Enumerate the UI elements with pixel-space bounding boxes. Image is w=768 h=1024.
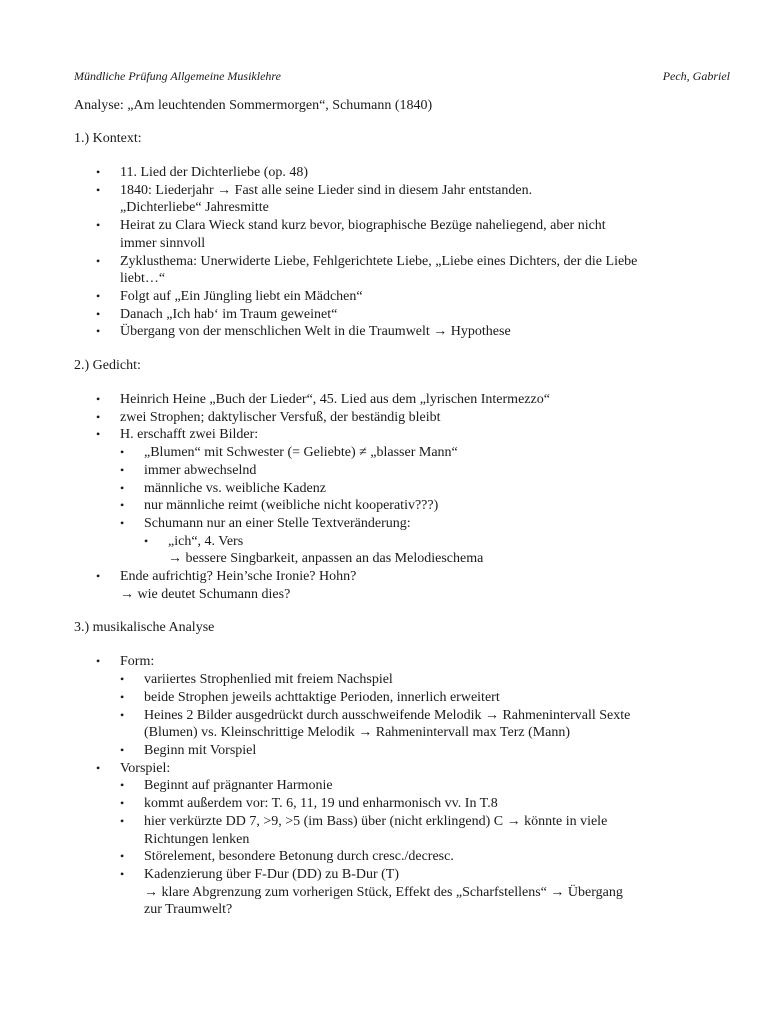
- page-header: [74, 66, 730, 86]
- document-page: [74, 66, 730, 919]
- bilder-sublist: [120, 444, 694, 568]
- list-item: • Beginn mit Vorspiel: [120, 742, 257, 758]
- bullet-icon: •: [120, 462, 125, 477]
- list-item: • Zyklusthema: Unerwiderte Liebe, Fehlgerichtete Liebe, „Liebe eines Dichters, der die Liebe liebt…“: [96, 253, 638, 287]
- list-item: • Danach „Ich hab‘ im Traum geweinet“: [96, 306, 338, 322]
- section-heading-musikalische-analyse: 3.) musikalische Analyse: [74, 620, 215, 636]
- document-title: Analyse: „Am leuchtenden Sommermorgen“, Schumann (1840): [74, 98, 433, 113]
- section-heading-kontext: 1.) Kontext:: [74, 131, 142, 146]
- bullet-icon: •: [96, 427, 101, 442]
- bullet-icon: •: [120, 796, 125, 811]
- list-item: • H. erschafft zwei Bilder: • „Blumen“ mit Schwester (= Geliebte) ≠ „blasser Mann“ • immer abwechselnd • männliche vs. weibliche Kadenz • nur männliche reimt (weibliche nicht kooperativ???) • Schumann nur an einer Stelle Textveränderung: • „ich“, 4. Vers → bessere Singbarkeit, anpassen an das Melodieschema: [74, 426, 694, 568]
- list-item: • variiertes Strophenlied mit freiem Nachspiel: [120, 672, 393, 688]
- bullet-icon: •: [120, 515, 125, 530]
- list-item: • Ende aufrichtig? Hein’sche Ironie? Hohn? → wie deutet Schumann dies?: [96, 569, 357, 602]
- list-item: • „Blumen“ mit Schwester (= Geliebte) ≠ „blasser Mann“: [120, 445, 458, 461]
- bullet-icon: •: [120, 498, 125, 513]
- list-item: • Vorspiel: • Beginnt auf prägnanter Harmonie • kommt außerdem vor: T. 6, 11, 19 und enharmonisch vv. In T.8 • hier verkürzte DD 7, >9, >5 (im Bass) über (nicht erklingend) C → könnte in viele Richtungen lenken • Störelement, besondere Betonung durch cresc./decresc. • Kadenzierung über F-Dur (DD) zu B-Dur (T) → klare Abgrenzung zum vorherigen Stück, Effekt des „Scharfstellens“ → Übergang zur Traumwelt?: [74, 760, 694, 919]
- bullet-icon: •: [96, 409, 101, 424]
- list-item: • Übergang von der menschlichen Welt in die Traumwelt → Hypothese: [96, 324, 511, 340]
- list-item: • männliche vs. weibliche Kadenz: [120, 480, 326, 496]
- bullet-icon: •: [96, 569, 101, 584]
- bullet-icon: •: [96, 165, 101, 179]
- list-item: • 11. Lied der Dichterliebe (op. 48): [96, 165, 309, 180]
- header-author: Pech, Gabriel: [662, 68, 730, 83]
- list-item: • Folgt auf „Ein Jüngling liebt ein Mädchen“: [96, 288, 363, 304]
- list-item: • Heirat zu Clara Wieck stand kurz bevor, biographische Bezüge naheliegend, aber nicht immer sinnvoll: [96, 218, 606, 251]
- bullet-icon: •: [120, 778, 125, 793]
- bullet-icon: •: [120, 866, 125, 881]
- list-item: • 1840: Liederjahr → Fast alle seine Lieder sind in diesem Jahr entstanden. „Dichterliebe“ Jahresmitte: [96, 182, 533, 216]
- vorspiel-sublist: [120, 777, 694, 919]
- bullet-icon: •: [96, 760, 101, 775]
- list-item: • Heines 2 Bilder ausgedrückt durch ausschweifende Melodik → Rahmenintervall Sexte (Blumen) vs. Kleinschrittige Melodik → Rahmenintervall max Terz (Mann): [120, 707, 631, 741]
- list-item: • Kadenzierung über F-Dur (DD) zu B-Dur (T) → klare Abgrenzung zum vorherigen Stück, Effekt des „Scharfstellens“ → Übergang zur Traumwelt?: [120, 866, 623, 918]
- list-item: • beide Strophen jeweils achttaktige Perioden, innerlich erweitert: [120, 689, 500, 705]
- bullet-icon: •: [120, 849, 125, 864]
- bullet-icon: •: [96, 218, 101, 233]
- gedicht-list: [74, 391, 694, 603]
- bullet-icon: •: [96, 654, 101, 669]
- kontext-list: [74, 164, 694, 341]
- bullet-icon: •: [96, 253, 101, 268]
- list-item: • „ich“, 4. Vers → bessere Singbarkeit, anpassen an das Melodieschema: [144, 533, 484, 567]
- bullet-icon: •: [144, 533, 149, 548]
- bullet-icon: •: [120, 672, 125, 687]
- form-sublist: [120, 671, 694, 760]
- bullet-icon: •: [96, 324, 101, 339]
- bullet-icon: •: [96, 306, 101, 321]
- textveraenderung-sublist: [144, 533, 694, 568]
- list-item: • nur männliche reimt (weibliche nicht kooperativ???): [120, 498, 439, 514]
- list-item: • kommt außerdem vor: T. 6, 11, 19 und enharmonisch vv. In T.8: [120, 796, 498, 812]
- bullet-icon: •: [120, 742, 125, 757]
- bullet-icon: •: [96, 288, 101, 303]
- analyse-list: [74, 653, 694, 919]
- bullet-icon: •: [120, 689, 125, 704]
- bullet-icon: •: [120, 480, 125, 495]
- list-item: • Störelement, besondere Betonung durch cresc./decresc.: [120, 849, 454, 865]
- bullet-icon: •: [96, 392, 101, 407]
- list-item: • Beginnt auf prägnanter Harmonie: [120, 778, 333, 794]
- list-item: • Form: • variiertes Strophenlied mit freiem Nachspiel • beide Strophen jeweils achttaktige Perioden, innerlich erweitert • Heines 2 Bilder ausgedrückt durch ausschweifende Melodik → Rahmenintervall Sexte (Blumen) vs. Kleinschrittige Melodik → Rahmenintervall max Terz (Mann) • Beginn mit Vorspiel: [74, 653, 694, 759]
- header-course: Mündliche Prüfung Allgemeine Musiklehre: [74, 68, 281, 83]
- list-item: • Schumann nur an einer Stelle Textveränderung: • „ich“, 4. Vers → bessere Singbarkeit, anpassen an das Melodieschema: [120, 515, 694, 568]
- list-item: • zwei Strophen; daktylischer Versfuß, der beständig bleibt: [96, 409, 441, 425]
- list-item: • hier verkürzte DD 7, >9, >5 (im Bass) über (nicht erklingend) C → könnte in viele Richtungen lenken: [120, 813, 608, 847]
- bullet-icon: •: [120, 707, 125, 722]
- list-item: • Heinrich Heine „Buch der Lieder“, 45. Lied aus dem „lyrischen Intermezzo“: [96, 392, 550, 408]
- bullet-icon: •: [120, 445, 125, 460]
- bullet-icon: •: [96, 182, 101, 197]
- list-item: • immer abwechselnd: [120, 462, 257, 478]
- bullet-icon: •: [120, 813, 125, 828]
- section-heading-gedicht: 2.) Gedicht:: [74, 358, 141, 374]
